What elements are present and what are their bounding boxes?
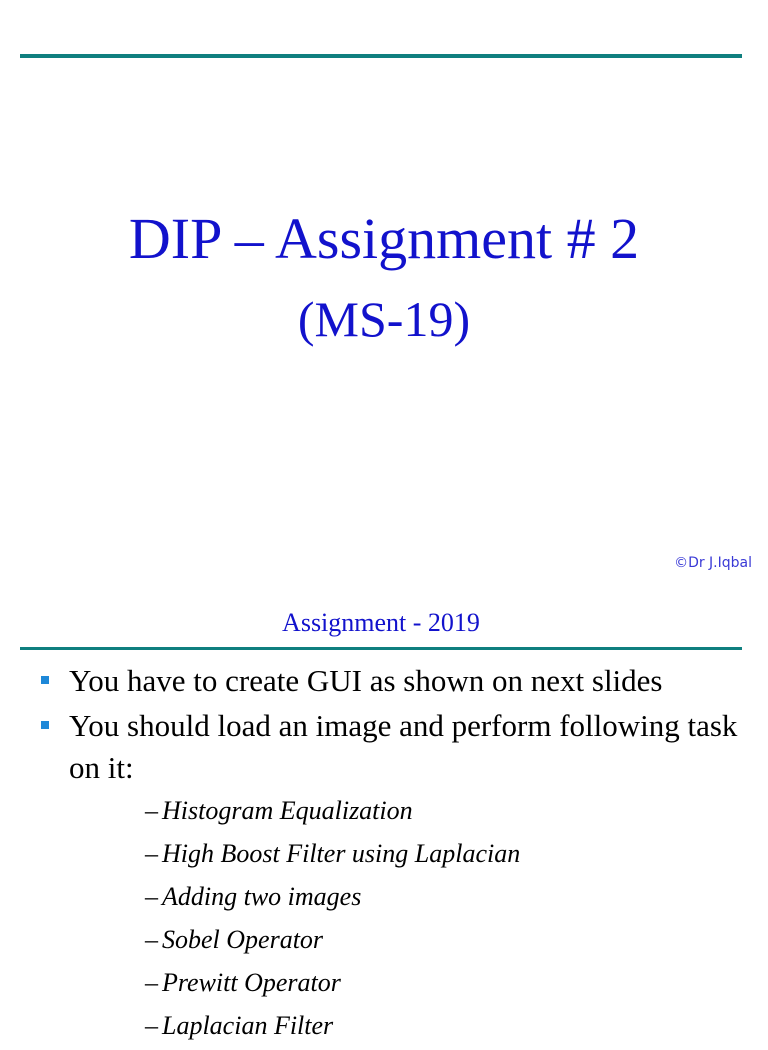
bullet-list [0,660,768,1050]
square-bullet-icon [41,721,49,729]
slide-title: DIP – Assignment # 2 [128,206,640,271]
task-text: Adding two images [162,882,362,911]
dash-marker: – [145,796,158,825]
dash-marker: – [145,839,158,868]
task-item [69,1004,768,1047]
task-text: Prewitt Operator [162,968,341,997]
slide2-heading: Assignment - 2019 [282,608,480,637]
slide-subtitle: (MS-19) [297,291,471,347]
task-text: Histogram Equalization [162,796,413,825]
task-list [69,789,768,1047]
bullet-text: You should load an image and perform following task on it: [69,708,738,785]
square-bullet-icon [41,676,49,684]
task-item [69,789,768,832]
copyright-note: ©Dr J.Iqbal [674,555,752,571]
slide2-divider [20,647,742,650]
task-text: High Boost Filter using Laplacian [162,839,521,868]
bullet-item [0,705,768,1047]
task-text: Sobel Operator [162,925,324,954]
bullet-text: You have to create GUI as shown on next slides [69,663,663,698]
task-item [69,875,768,918]
top-divider [20,54,742,58]
task-item [69,832,768,875]
dash-marker: – [145,968,158,997]
dash-marker: – [145,1011,158,1040]
dash-marker: – [145,925,158,954]
task-text: Laplacian Filter [162,1011,334,1040]
bullet-item [0,660,768,702]
dash-marker: – [145,882,158,911]
task-item [69,961,768,1004]
task-item [69,918,768,961]
